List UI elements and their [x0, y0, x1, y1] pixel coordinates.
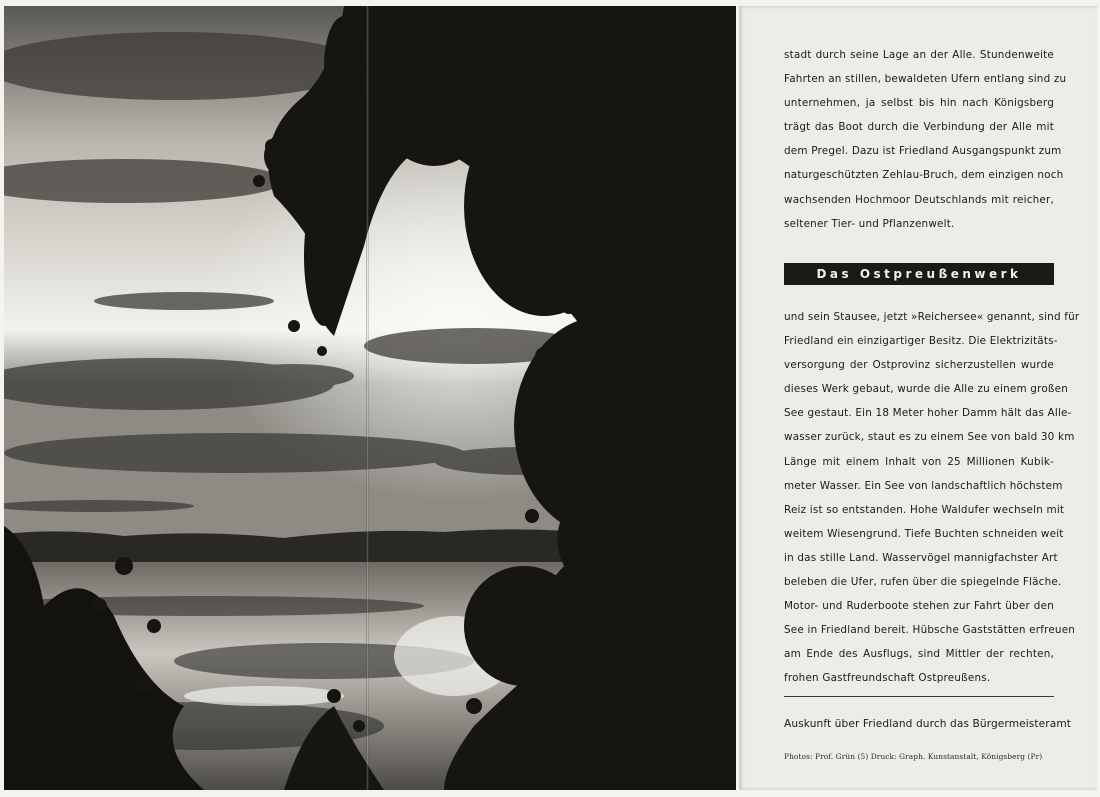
- text-line: meter Wasser. Ein See von landschaftlich höchstem: [784, 479, 1063, 492]
- text-line: stadt durch seine Lage an der Alle. Stundenweite: [784, 49, 1054, 61]
- section-heading: Das Ostpreußenwerk: [784, 263, 1054, 285]
- intro-paragraph: [784, 43, 1067, 236]
- text-line: und sein Stausee, jetzt »Reichersee« genannt, sind für: [784, 311, 1080, 323]
- text-line: naturgeschützten Zehlau-Bruch, dem einzigen noch: [784, 169, 1064, 182]
- text-line: Fahrten an stillen, bewaldeten Ufern entlang sind zu: [784, 73, 1067, 86]
- text-line: frohen Gastfreundschaft Ostpreußens.: [784, 672, 991, 685]
- main-paragraph: [784, 305, 1080, 691]
- photo-print-credits: Photos: Prof. Grün (5) Druck: Graph. Kunstanstalt, Königsberg (Pr): [784, 752, 1043, 761]
- fold-crease: [366, 6, 369, 790]
- text-line: am Ende des Ausflugs, sind Mittler der rechten,: [784, 648, 1054, 661]
- text-line: seltener Tier- und Pflanzenwelt.: [784, 217, 955, 230]
- text-line: beleben die Ufer, rufen über die spiegelnde Fläche.: [784, 576, 1062, 589]
- text-line: See gestaut. Ein 18 Meter hoher Damm hält das Alle-: [784, 407, 1072, 420]
- text-line: Länge mit einem Inhalt von 25 Millionen Kubik-: [784, 455, 1054, 468]
- text-line: See in Friedland bereit. Hübsche Gaststätten erfreuen: [784, 624, 1076, 637]
- text-line: dem Pregel. Dazu ist Friedland Ausgangspunkt zum: [784, 145, 1062, 158]
- text-line: versorgung der Ostprovinz sicherzustellen wurde: [784, 359, 1054, 372]
- text-line: Friedland ein einzigartiger Besitz. Die Elektrizitäts-: [784, 335, 1058, 348]
- text-line: weitem Wiesengrund. Tiefe Buchten schneiden weit: [784, 527, 1064, 540]
- info-line: Auskunft über Friedland durch das Bürgermeisteramt: [784, 718, 1071, 730]
- text-line: trägt das Boot durch die Verbindung der Alle mit: [784, 121, 1054, 134]
- text-panel: [739, 6, 1097, 790]
- lake-sunset-photo-icon: [4, 6, 736, 790]
- text-line: wasser zurück, staut es zu einem See von bald 30 km: [784, 431, 1075, 444]
- text-line: Motor- und Ruderboote stehen zur Fahrt über den: [784, 600, 1054, 613]
- text-line: unternehmen, ja selbst bis hin nach Königsberg: [784, 97, 1054, 110]
- text-line: Reiz ist so entstanden. Hohe Waldufer wechseln mit: [784, 503, 1065, 516]
- lake-sunset-photo: [4, 6, 736, 790]
- text-line: dieses Werk gebaut, wurde die Alle zu einem großen: [784, 383, 1069, 396]
- text-line: in das stille Land. Wasservögel mannigfachster Art: [784, 551, 1058, 564]
- text-line: wachsenden Hochmoor Deutschlands mit reicher,: [784, 193, 1054, 206]
- divider: [784, 696, 1054, 697]
